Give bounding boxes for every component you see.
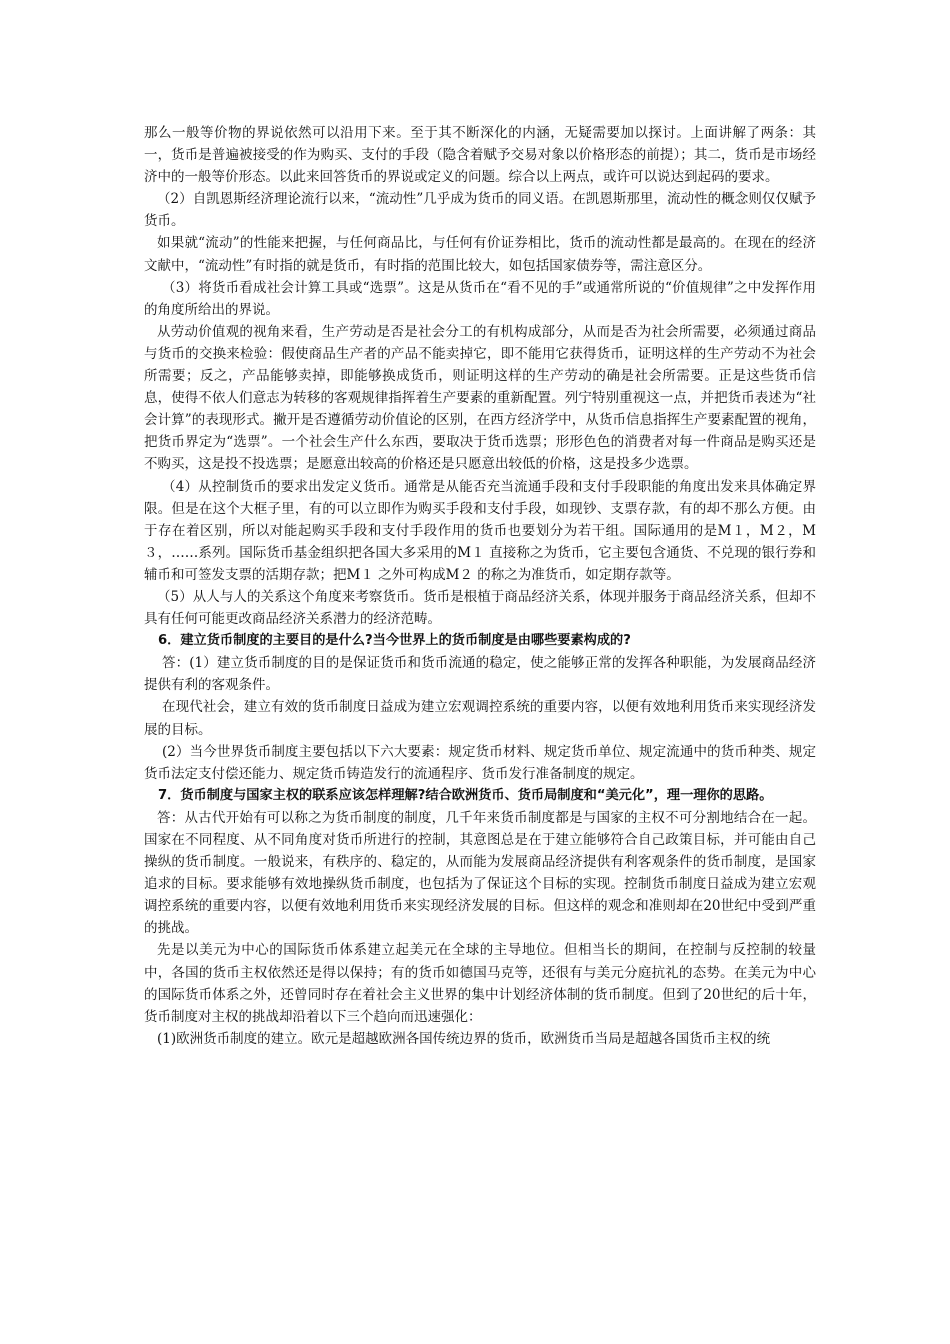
paragraph-liquidity: 如果就“流动”的性能来把握，与任何商品比，与任何有价证券相比，货币的流动性都是最高的。在现在的经济文献中，“流动性”有时指的就是货币，有时指的范围比较大，如包括国家债券等，需注意区分。: [144, 235, 816, 274]
question-6: 6．建立货币制度的主要目的是什么?当今世界上的货币制度是由哪些要素构成的?: [158, 633, 631, 649]
answer-6-part-2: (2）当今世界货币制度主要包括以下六大要素：规定货币材料、规定货币单位、规定流通中的货币种类、规定货币法定支付偿还能力、规定货币铸造发行的流通程序、货币发行准备制度的规定。: [144, 743, 816, 782]
paragraph-point-4: （4）从控制货币的要求出发定义货币。通常是从能否充当流通手段和支付手段职能的角度出发来具体确定界限。但是在这个大框子里，有的可以立即作为购买手段和支付手段，如现钞、支票存款，有的却不那么方便。由于存在着区别，所以对能起购买手段和支付手段作用的货币也要划分为若干组。国际通用的是M１，M２，M３，……系列。国际货币基金组织把各国大多采用的M１ 直接称之为货币，它主要包含通货、不兑现的银行券和辅币和可签发支票的活期存款；把M１ 之外可构成M２ 的称之为准货币，如定期存款等。: [144, 478, 816, 583]
answer-6-part-1: 答：(1）建立货币制度的目的是保证货币和货币流通的稳定，使之能够正常的发挥各种职能，为发展商品经济提供有利的客观条件。: [144, 655, 816, 694]
paragraph-point-5: （5）从人与人的关系这个角度来考察货币。货币是根植于商品经济关系，体现并服务于商品经济关系，但却不具有任何可能更改商品经济关系潜力的经济范畴。: [144, 588, 816, 628]
answer-7-euro: (1)欧洲货币制度的建立。欧元是超越欧洲各国传统边界的货币，欧洲货币当局是超越各国货币主权的统: [157, 1030, 771, 1047]
document-body: [144, 122, 816, 1050]
paragraph-point-2: （2）自凯恩斯经济理论流行以来，“流动性”几乎成为货币的同义语。在凯恩斯那里，流动性的概念则仅仅赋予货币。: [144, 191, 816, 230]
answer-7-dollar: 先是以美元为中心的国际货币体系建立起美元在全球的主导地位。但相当长的期间，在控制与反控制的较量中，各国的货币主权依然还是得以保持；有的货币如德国马克等，还很有与美元分庭抗礼的态势。在美元为中心的国际货币体系之外，还曾同时存在着社会主义世界的集中计划经济体制的货币制度。但到了20世纪的后十年，货币制度对主权的挑战却沿着以下三个趋向而迅速强化：: [144, 942, 816, 1025]
paragraph-point-3: （3）将货币看成社会计算工具或“选票”。这是从货币在“看不见的手”或通常所说的“价值规律”之中发挥作用的角度所给出的界说。: [144, 279, 816, 318]
question-7: 7．货币制度与国家主权的联系应该怎样理解?结合欧洲货币、货币局制度和“美元化”，理一理你的思路。: [158, 787, 773, 803]
answer-7-intro: 答：从古代开始有可以称之为货币制度的制度，几千年来货币制度都是与国家的主权不可分割地结合在一起。国家在不同程度、从不同角度对货币所进行的控制，其意图总是在于建立能够符合自己政策目标，并可能由自己操纵的货币制度。一般说来，有秩序的、稳定的，从而能为发展商品经济提供有利客观条件的货币制度，是国家追求的目标。要求能够有效地操纵货币制度，也包括为了保证这个目标的实现。控制货币制度日益成为建立宏观调控系统的重要内容，以便有效地利用货币来实现经济发展的目标。但这样的观念和准则却在20世纪中受到严重的挑战。: [144, 809, 816, 937]
answer-6-modern: 在现代社会，建立有效的货币制度日益成为建立宏观调控系统的重要内容，以便有效地利用货币来实现经济发展的目标。: [144, 699, 816, 738]
paragraph-labor-value: 从劳动价值观的视角来看，生产劳动是否是社会分工的有机构成部分，从而是否为社会所需要，必须通过商品与货币的交换来检验：假使商品生产者的产品不能卖掉它，即不能用它获得货币，证明这样的生产劳动不为社会所需要；反之，产品能够卖掉，即能够换成货币，则证明这样的生产劳动的确是社会所需要。正是这些货币信息，使得不依人们意志为转移的客观规律指挥着生产要素的重新配置。列宁特别重视这一点，并把货币表述为“社会计算”的表现形式。撇开是否遵循劳动价值论的区别，在西方经济学中，从货币信息指挥生产要素配置的视角，把货币界定为“选票”。一个社会生产什么东西，要取决于货币选票；形形色色的消费者对每一件商品是购买还是不购买，这是投不投选票；是愿意出较高的价格还是只愿意出较低的价格，这是投多少选票。: [144, 323, 816, 473]
paragraph-intro: 那么一般等价物的界说依然可以沿用下来。至于其不断深化的内涵，无疑需要加以探讨。上面讲解了两条：其一，货币是普遍被接受的作为购买、支付的手段（隐含着赋予交易对象以价格形态的前提）；其二，货币是市场经济中的一般等价形态。以此来回答货币的界说或定义的问题。综合以上两点，或许可以说达到起码的要求。: [144, 125, 816, 186]
